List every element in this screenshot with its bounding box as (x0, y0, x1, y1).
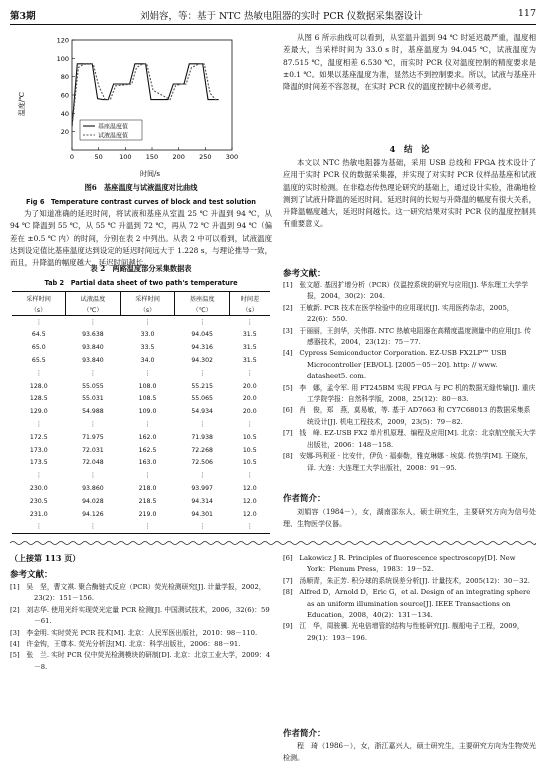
table-row (12, 380, 270, 393)
issue-number: 第3期 (10, 11, 36, 22)
table-cell: 219.0 (138, 510, 157, 518)
table-cell: 231.0 (29, 510, 48, 518)
table-cell: 55.215 (191, 382, 213, 390)
reference-item: [1] 吴 坚，曹文祺. 聚合酶链式反应（PCR）荧光检测研究[J]. 计量学报，2002，23(2)：151－156. (10, 583, 266, 603)
author-bio-heading-2: 作者简介： (283, 729, 326, 739)
table-cell: 20.0 (242, 408, 257, 416)
table-cell: 55.055 (82, 382, 104, 390)
table-cell: ⋮ (89, 369, 96, 377)
table-cell: 173.5 (29, 459, 48, 467)
table-cell: ⋮ (199, 369, 206, 377)
table-row (12, 521, 270, 534)
y-tick-label: 120 (56, 36, 69, 45)
page-number: 117 (517, 8, 536, 19)
table-cell: 12.0 (242, 497, 257, 505)
reference-item: [5] 李 娜，孟令军. 用 FT245BM 实现 FPGA 与 PC 机的数据无缝传输[J]. 重庆工学院学报：自然科学版，2008，25(12)：80－83. (283, 383, 536, 404)
table-cell: ⋮ (89, 472, 96, 480)
y-axis-label: 温度/℃ (18, 91, 26, 117)
table-cell: 55.065 (191, 395, 213, 403)
table-cell: 72.506 (191, 459, 213, 467)
reference-item: [6] 肖 俊，郑 燕，莫易敏，等. 基于 AD7663 和 CY7C68013 的数据采集系统设计[J]. 机电工程技术，2009，23(5)：79－82. (283, 406, 531, 426)
series-line-0 (72, 64, 219, 127)
paragraph-conclusion: 本文以 NTC 热敏电阻器为基础，采用 USB 总线和 FPGA 技术设计了应用于实时 PCR 仪的数据采集器，并实现了对实时 PCR 仪样品基座和试液温度的实时检测。在非稳态传热理论研究的基础上，通过设计实验，准确地检测到了试液升降温的延迟时间。延迟时间的长短与升降温的幅度有很大关系，升降温幅度越大，延迟时间越长。这一研究结果对实时 PCR 仪的温度控制具有重要意义。 (283, 158, 536, 229)
table-row (12, 418, 270, 431)
references-list-3 (283, 553, 536, 644)
reference-item: [2] 王敏新. PCR 技术在医学检验中的应用现状[J]. 实用医药杂志，2005，22(6)：550. (283, 303, 514, 324)
table-cell: 31.5 (242, 344, 257, 352)
table-cell: 172.5 (29, 433, 48, 441)
legend-label: 基座温度值 (98, 123, 129, 131)
table-row (12, 341, 270, 354)
table-row (12, 315, 270, 328)
reference-item: [8] 安娜-玛利亚 · 比安什，伊负 · 福泰勒，雅克琳娜 · 埃莫. 传热学[M]. 王晓东，译. 大连：大连理工大学出版社，2008：91－95. (283, 452, 533, 472)
conclusion-heading: 4 结 论 (389, 145, 430, 155)
table-cell: ⋮ (120, 521, 175, 534)
table-row (12, 495, 270, 508)
table-row (12, 367, 270, 380)
table-cell: 230.0 (29, 485, 48, 493)
table-cell: ⋮ (89, 318, 96, 326)
table-cell: ⋮ (246, 318, 253, 326)
table-cell: 173.0 (29, 446, 48, 454)
table-cell: ⋮ (246, 369, 253, 377)
table-cell: 94.301 (191, 510, 213, 518)
th-sample-time-1: 采样时间 (12, 292, 66, 305)
table-cell: 129.0 (29, 408, 48, 416)
reference-item: [5] 张 兰. 实时 PCR 仪中荧光检测模块的研制[D]. 北京：北京工业大学，2009：4－8. (10, 651, 271, 671)
table-cell: 109.0 (138, 408, 157, 416)
references-heading: 参考文献： (283, 269, 326, 279)
unit-0: （s） (12, 305, 66, 316)
table-row (12, 482, 270, 495)
reference-item: [3] 于丽丽，王剑华，关伟群. NTC 热敏电阻器在高精度温度测量中的应用[J]. 传感器技术，2004，23(12)：75－77. (283, 326, 532, 347)
reference-item: [2] 刘志华. 使用光纤实现荧光定量 PCR 检测[J]. 中国测试技术，2006，32(6)：59－61. (10, 605, 270, 626)
table-cell: 93.840 (82, 344, 104, 352)
references-heading-2: 参考文献： (10, 570, 53, 580)
x-tick-label: 150 (145, 153, 159, 161)
table-cell: 94.045 (191, 331, 213, 339)
table-cell: 72.268 (191, 446, 213, 454)
unit-4: （s） (230, 305, 271, 316)
table-row (12, 354, 270, 367)
table-cell: 12.0 (242, 485, 257, 493)
legend-label: 试液温度值 (98, 132, 129, 140)
author-bio: 刘娟容（1984－），女，湖南邵东人，硕士研究生，主要研究方向为信号处理、生物医学仪器。 (283, 508, 536, 529)
table-row (12, 431, 270, 444)
reference-item: [1] 张文超. 基因扩增分析（PCR）仪温控系统的研究与应用[J]. 华东理工大学学报，2004，30(2)：204. (283, 281, 529, 301)
y-tick-label: 40 (60, 109, 69, 118)
figure-caption-en: Fig 6 Temperature contrast curves of block and test solution (26, 198, 256, 206)
x-tick-label: 300 (225, 153, 239, 161)
x-tick-label: 100 (119, 153, 132, 161)
table-cell: 230.5 (29, 497, 48, 505)
reference-item: [3] 李金明. 实时荧光 PCR 技术[M]. 北京：人民军医出版社，2010：98－110. (10, 628, 258, 637)
table-cell: 10.5 (242, 433, 257, 441)
reference-item: [4] Cypress Semiconductor Corporation. EZ-USB FX2LP™ USB Microcontroller [EB/OL]. [2005－05－20]. http: // www. datasheet5. com. (283, 349, 507, 381)
table-row (12, 329, 270, 342)
y-tick-label: 100 (56, 54, 69, 63)
table-cell: ⋮ (246, 472, 253, 480)
table-cell: 10.5 (242, 459, 257, 467)
table-cell: 64.5 (31, 331, 46, 339)
table-cell: ⋮ (66, 521, 121, 534)
table-row (12, 444, 270, 457)
table-cell: 12.0 (242, 510, 257, 518)
author-bio-2: 程 琦（1986－），女，浙江嘉兴人，硕士研究生，主要研究方向为生物荧光检测。 (283, 742, 536, 763)
reference-item: [8] Alfred D，Arnold D，Eric G，et al. Design of an integrating sphere as an uniform illumination source[J]. IEEE Transactions on Education，2008，40(2)：131－134. (283, 588, 531, 620)
unit-2: （s） (120, 305, 175, 316)
x-tick-label: 250 (199, 153, 212, 161)
table-cell: 93.638 (82, 331, 104, 339)
table-cell: 10.5 (242, 446, 257, 454)
x-axis-label: 时间/s (140, 170, 160, 178)
table-cell: 94.302 (191, 357, 213, 365)
table-row (12, 393, 270, 406)
table-caption-en: Tab 2 Partial data sheet of two path's temperature (44, 279, 238, 287)
temperature-chart (10, 32, 260, 180)
table-cell: ⋮ (35, 318, 42, 326)
table-header-row (12, 292, 270, 305)
table-cell: ⋮ (199, 421, 206, 429)
table-row (12, 457, 270, 470)
table-cell: ⋮ (89, 421, 96, 429)
table-cell: 162.5 (138, 446, 157, 454)
continued-note: （上接第 113 页） (10, 553, 81, 563)
table-cell: 128.0 (29, 382, 48, 390)
table-row (12, 405, 270, 418)
running-header (10, 6, 536, 22)
table-cell: 31.5 (242, 357, 257, 365)
table-cell: ⋮ (35, 472, 42, 480)
table-cell: ⋮ (246, 421, 253, 429)
table-cell: 93.860 (82, 485, 104, 493)
table-row (12, 508, 270, 521)
table-cell: 108.0 (138, 382, 157, 390)
table-cell: 65.5 (31, 357, 46, 365)
data-table (12, 291, 270, 534)
y-tick-label: 20 (60, 128, 69, 137)
table-cell: ⋮ (35, 421, 42, 429)
reference-item: [4] 许金钩，王尊本. 荧光分析法[M]. 北京：科学出版社，2006：88－91. (10, 640, 241, 649)
author-bio-heading: 作者简介： (283, 494, 326, 504)
references-list-2 (10, 582, 272, 673)
table-cell: 163.0 (138, 459, 157, 467)
th-block-temp: 基座温度 (175, 292, 230, 305)
table-cell: 162.0 (138, 433, 157, 441)
reference-item: [7] 汤顺青，朱正芳. 积分球的系统误差分析[J]. 计量技术，2005(12)：30－32. (283, 576, 530, 585)
table-cell: 54.934 (191, 408, 213, 416)
table-row (12, 469, 270, 482)
table-cell: 54.988 (82, 408, 104, 416)
reference-item: [9] 江 华，周骏骥. 光电倍增管的结构与性能研究[J]. 舰船电子工程，2009，29(1)：193－196. (283, 622, 524, 642)
y-tick-label: 60 (60, 91, 69, 100)
table-cell: 34.0 (140, 357, 155, 365)
table-cell: 94.126 (82, 510, 104, 518)
references-list (283, 280, 536, 474)
table-cell: 93.840 (82, 357, 104, 365)
paragraph-curve-analysis: 从图 6 所示曲线可以看到，从室温升温到 94 ℃ 时延迟最严重，温度相差最大，当采样时间为 33.0 s 时，基座温度为 94.045 ℃，试液温度为 87.515 ℃，温度相差 6.530 ℃，而实时 PCR 仪对温度控制的精度要求是 ±0.1 ℃。如果以基座温度为准，显然达不到控制要求。所以，试液与基座升降温的时间差不容忽视，在实时 PCR 仪的温度控制中必须考虑。 (283, 33, 536, 92)
x-tick-label: 50 (94, 153, 103, 161)
reference-item: [6] Lakowicz J R. Principles of fluorescence spectroscopy[D]. New York：Plenum Press，1983：19－52. (283, 554, 516, 574)
table-cell: 55.031 (82, 395, 104, 403)
table-cell: 20.0 (242, 382, 257, 390)
table-cell: 218.5 (138, 497, 157, 505)
table-cell: 65.0 (31, 344, 46, 352)
table-cell: 93.997 (191, 485, 213, 493)
reference-item: [7] 钱 峰. EZ-USB FX2 单片机原理、编程及应用[M]. 北京：北京航空航天大学出版社，2006：148－158. (283, 429, 536, 449)
table-cell: ⋮ (144, 369, 151, 377)
table-cell: ⋮ (230, 521, 271, 534)
table-cell: 31.5 (242, 331, 257, 339)
table-cell: 71.975 (82, 433, 104, 441)
unit-3: （℃） (175, 305, 230, 316)
header-rule (10, 24, 536, 25)
table-cell: ⋮ (144, 421, 151, 429)
table-cell: ⋮ (175, 521, 230, 534)
figure-caption-zh: 图6 基座温度与试液温度对比曲线 (84, 183, 198, 192)
table-cell: 94.316 (191, 344, 213, 352)
table-cell: ⋮ (12, 521, 66, 534)
paragraph-delay-intro: 为了知道准确的延迟时间，将试液和基座从室温 25 ℃ 升温到 94 ℃，从 94 ℃ 降温到 55 ℃，从 55 ℃ 升温到 72 ℃，再从 72 ℃ 升温到 94 ℃（偏差在 ±0.5 ℃ 内）的时间，分别在表 2 中列出。从表 2 中可以看到，试液温度达到设定值比基座温度达到设定的延迟时间远大于 1.228 s，与理论推导一致，而且，升降温的幅度越大，延迟时间越长。 (10, 209, 272, 268)
table-cell: ⋮ (144, 318, 151, 326)
unit-1: （℃） (66, 305, 121, 316)
table-cell: ⋮ (199, 318, 206, 326)
table-cell: 72.048 (82, 459, 104, 467)
table-cell: 108.5 (138, 395, 157, 403)
table-caption-zh: 表 2 两路温度部分采集数据表 (90, 264, 192, 273)
table-cell: 33.5 (140, 344, 155, 352)
table-cell: 128.5 (29, 395, 48, 403)
table-cell: ⋮ (35, 369, 42, 377)
table-cell: 72.031 (82, 446, 104, 454)
x-tick-label: 0 (69, 153, 75, 161)
table-cell: ⋮ (144, 472, 151, 480)
table-cell: 71.938 (191, 433, 213, 441)
table-cell: 218.0 (138, 485, 157, 493)
y-tick-label: 80 (60, 73, 69, 82)
section-divider (10, 540, 536, 546)
th-solution-temp: 试液温度 (66, 292, 121, 305)
table-cell: ⋮ (199, 472, 206, 480)
table-cell: 94.314 (191, 497, 213, 505)
table-units-row (12, 305, 270, 316)
x-tick-label: 200 (172, 153, 185, 161)
table-cell: 20.0 (242, 395, 257, 403)
header-title: 刘娟容，等：基于 NTC 热敏电阻器的实时 PCR 仪数据采集器设计 (140, 11, 423, 22)
th-sample-time-2: 采样时间 (120, 292, 175, 305)
table-cell: 94.028 (82, 497, 104, 505)
th-time-diff: 时间差 (230, 292, 271, 305)
table-cell: 33.0 (140, 331, 155, 339)
